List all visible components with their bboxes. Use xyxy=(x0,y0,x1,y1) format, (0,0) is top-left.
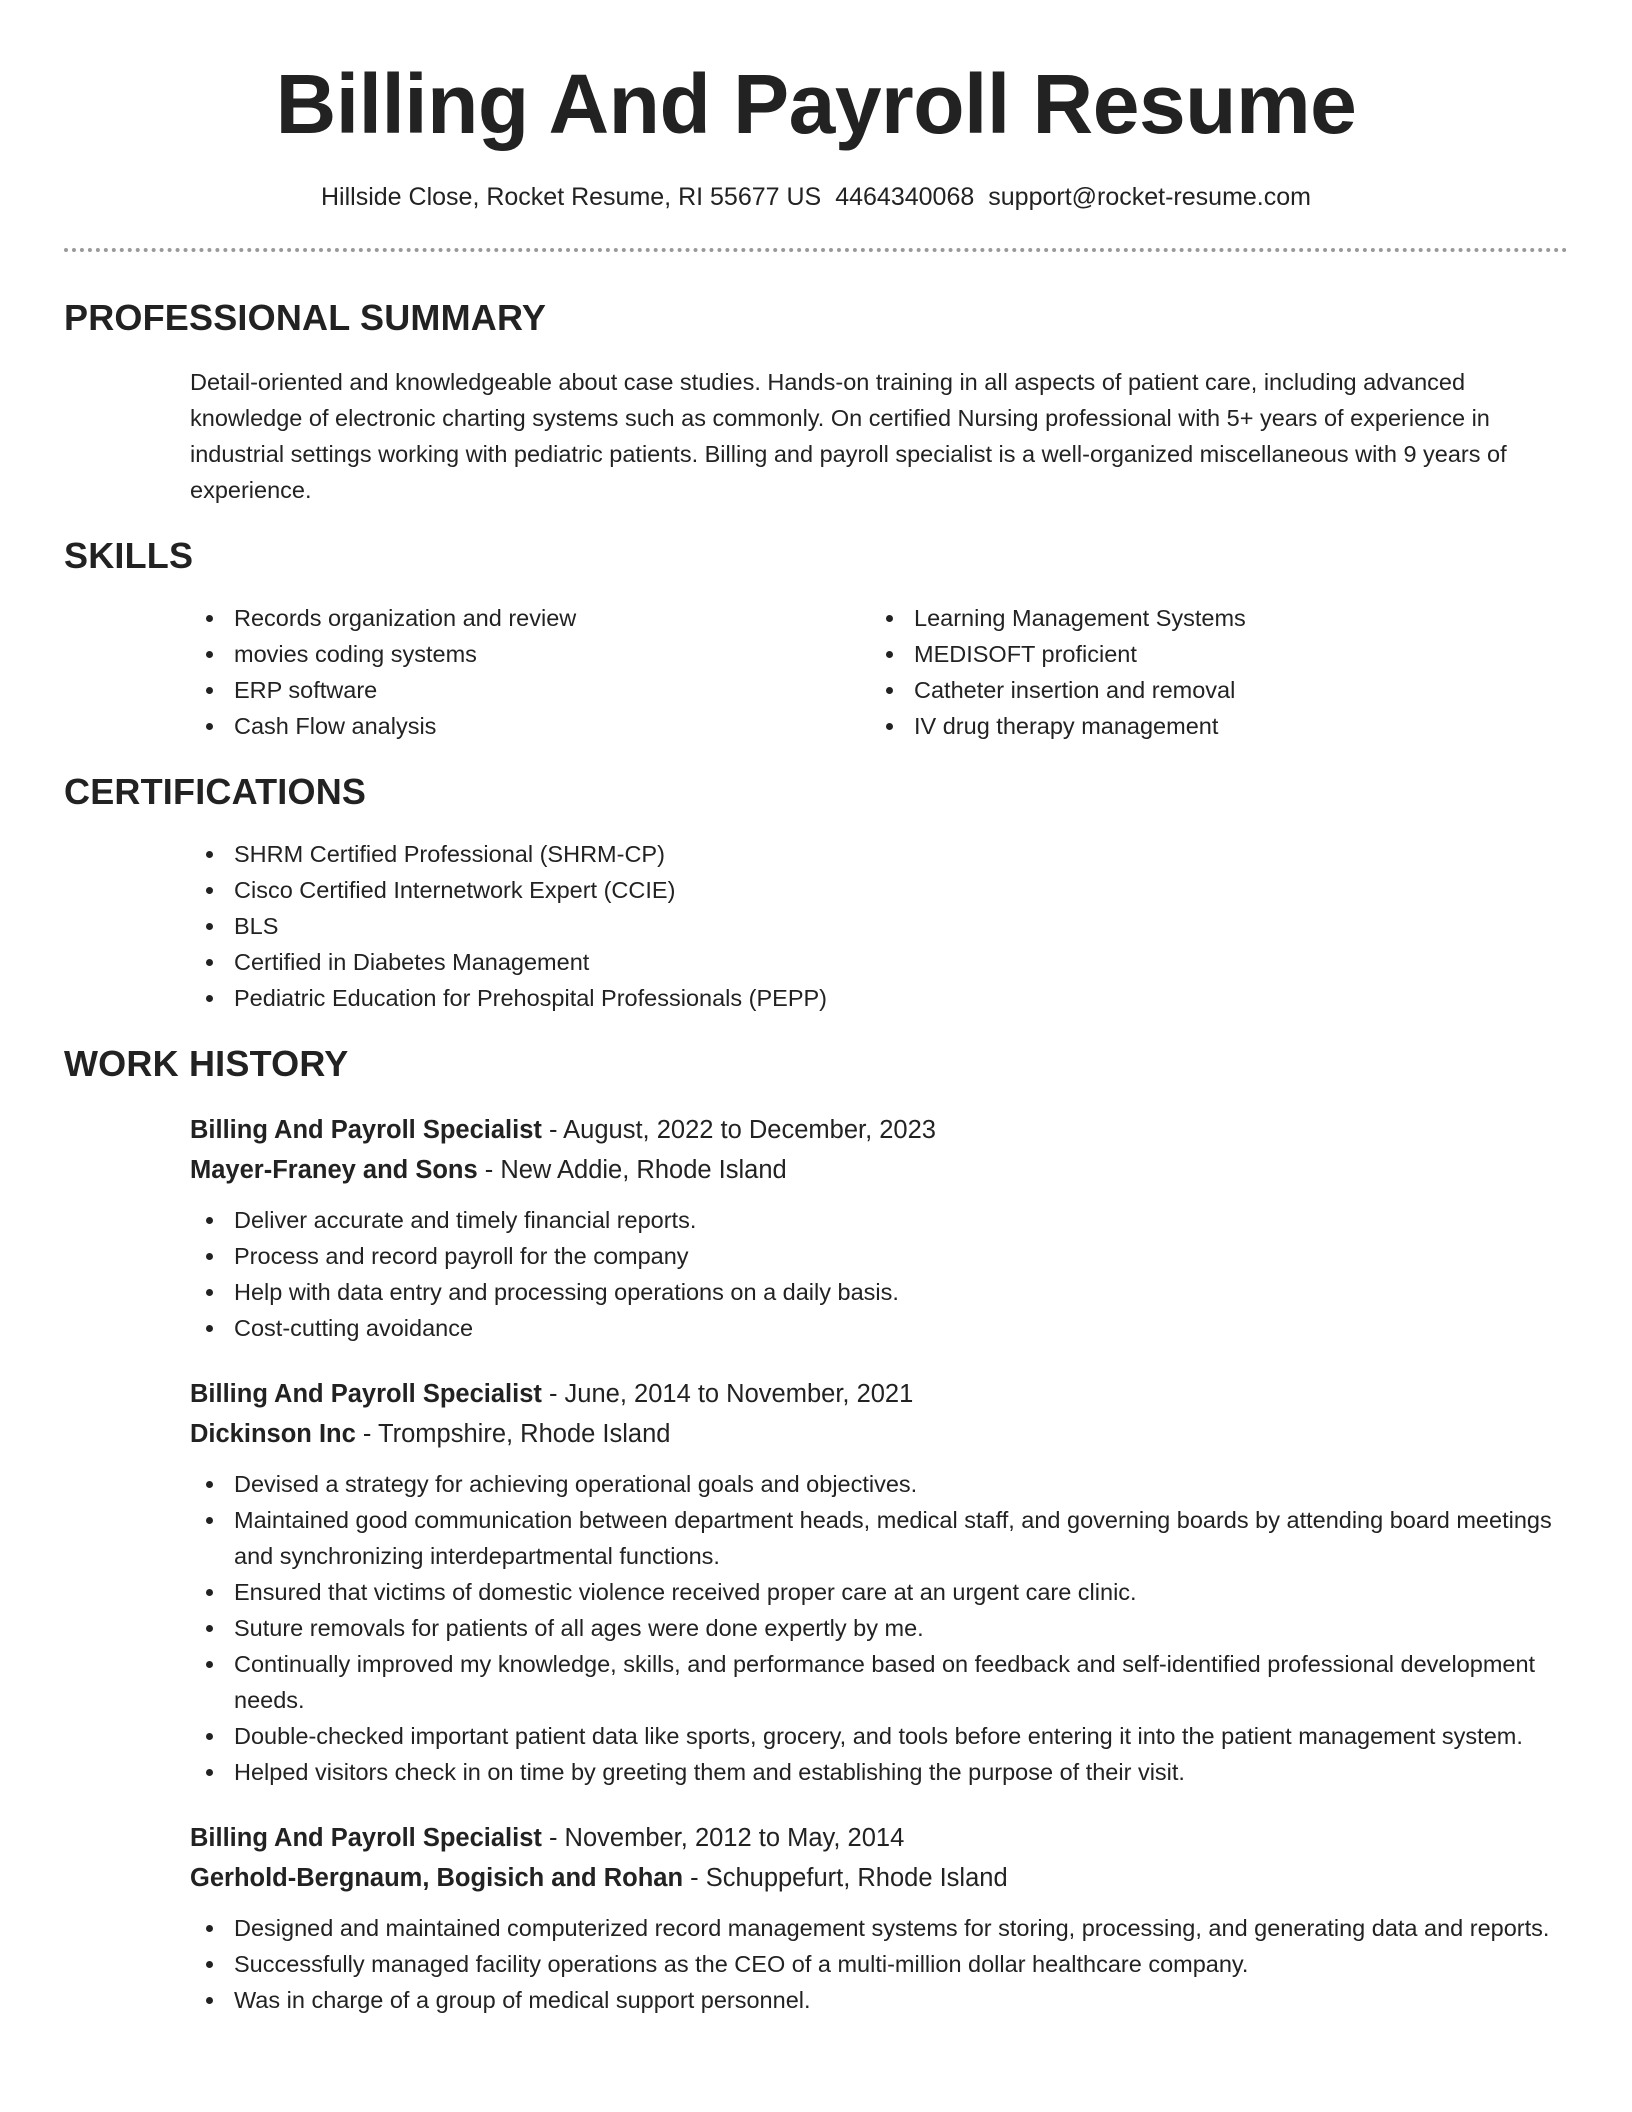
skills-heading: SKILLS xyxy=(64,535,194,576)
job-bullet: Ensured that victims of domestic violence received proper care at an urgent care clinic. xyxy=(190,1574,1568,1610)
contact-email: support@rocket-resume.com xyxy=(988,183,1311,211)
job-bullet: Double-checked important patient data like sports, grocery, and tools before entering it into the patient management system. xyxy=(190,1718,1568,1754)
job-role: Billing And Payroll Specialist xyxy=(190,1824,542,1852)
job-bullet: Process and record payroll for the company xyxy=(190,1238,1568,1274)
job-bullet-list xyxy=(190,1910,1568,2018)
job-dates: - August, 2022 to December, 2023 xyxy=(541,1116,936,1144)
skill-item: movies coding systems xyxy=(190,636,870,672)
certification-item: BLS xyxy=(190,908,1568,944)
job-bullet-list xyxy=(190,1466,1568,1790)
skill-item: MEDISOFT proficient xyxy=(870,636,1550,672)
work-history-heading: WORK HISTORY xyxy=(64,1043,349,1084)
certification-item: SHRM Certified Professional (SHRM-CP) xyxy=(190,836,1568,872)
job-bullet: Continually improved my knowledge, skills, and performance based on feedback and self-identified professional development needs. xyxy=(190,1646,1568,1718)
resume-title: Billing And Payroll Resume xyxy=(275,57,1357,151)
job-bullet: Designed and maintained computerized record management systems for storing, processing, and generating data and reports. xyxy=(190,1910,1568,1946)
certification-item: Certified in Diabetes Management xyxy=(190,944,1568,980)
job-entry xyxy=(190,1818,1568,2018)
certification-item: Pediatric Education for Prehospital Professionals (PEPP) xyxy=(190,980,1568,1016)
job-company-line xyxy=(190,1858,1568,1898)
job-bullet: Helped visitors check in on time by greeting them and establishing the purpose of their visit. xyxy=(190,1754,1568,1790)
summary-text: Detail-oriented and knowledgeable about case studies. Hands-on training in all aspects of patient care, including advanced knowledge of electronic charting systems such as commonly. On certified Nursing professional with 5+ years of experience in industrial settings working with pediatric patients. Billing and payroll specialist is a well-organized miscellaneous with 9 years of experience. xyxy=(190,369,1507,503)
job-bullet: Devised a strategy for achieving operational goals and objectives. xyxy=(190,1466,1568,1502)
contact-address: Hillside Close, Rocket Resume, RI 55677 US xyxy=(321,183,822,211)
job-bullet: Suture removals for patients of all ages were done expertly by me. xyxy=(190,1610,1568,1646)
job-bullet: Was in charge of a group of medical support personnel. xyxy=(190,1982,1568,2018)
job-company: Gerhold-Bergnaum, Bogisich and Rohan xyxy=(190,1864,684,1892)
job-bullet: Cost-cutting avoidance xyxy=(190,1310,1568,1346)
job-bullet: Maintained good communication between department heads, medical staff, and governing boards by attending board meetings and synchronizing interdepartmental functions. xyxy=(190,1502,1568,1574)
work-history-section xyxy=(64,1042,1568,2018)
job-bullet: Help with data entry and processing operations on a daily basis. xyxy=(190,1274,1568,1310)
job-company-line xyxy=(190,1414,1568,1454)
job-bullet: Successfully managed facility operations as the CEO of a multi-million dollar healthcare company. xyxy=(190,1946,1568,1982)
contact-line xyxy=(64,180,1568,214)
job-entry xyxy=(190,1374,1568,1790)
skill-item: Records organization and review xyxy=(190,600,870,636)
job-title-line xyxy=(190,1818,1568,1858)
job-title-line xyxy=(190,1110,1568,1150)
skill-item: Catheter insertion and removal xyxy=(870,672,1550,708)
job-location: - New Addie, Rhode Island xyxy=(477,1156,787,1184)
contact-phone: 4464340068 xyxy=(835,183,975,211)
job-bullet-list xyxy=(190,1202,1568,1346)
job-company-line xyxy=(190,1150,1568,1190)
header-divider xyxy=(64,248,1568,252)
skill-item: IV drug therapy management xyxy=(870,708,1550,744)
resume-header xyxy=(64,0,1568,252)
job-company: Dickinson Inc xyxy=(190,1420,356,1448)
job-role: Billing And Payroll Specialist xyxy=(190,1116,542,1144)
certifications-section xyxy=(64,770,1568,1016)
certification-item: Cisco Certified Internetwork Expert (CCIE) xyxy=(190,872,1568,908)
skills-list-left xyxy=(190,600,870,744)
certifications-heading: CERTIFICATIONS xyxy=(64,771,367,812)
job-title-line xyxy=(190,1374,1568,1414)
skills-list-right xyxy=(870,600,1550,744)
job-dates: - June, 2014 to November, 2021 xyxy=(541,1380,914,1408)
summary-section xyxy=(64,296,1568,508)
summary-heading: PROFESSIONAL SUMMARY xyxy=(64,297,547,338)
skills-section xyxy=(64,534,1568,744)
job-entry xyxy=(190,1110,1568,1346)
skill-item: ERP software xyxy=(190,672,870,708)
skill-item: Cash Flow analysis xyxy=(190,708,870,744)
job-bullet: Deliver accurate and timely financial reports. xyxy=(190,1202,1568,1238)
certifications-list xyxy=(190,836,1568,1016)
job-role: Billing And Payroll Specialist xyxy=(190,1380,542,1408)
skills-grid xyxy=(190,600,1568,744)
job-location: - Schuppefurt, Rhode Island xyxy=(683,1864,1008,1892)
job-dates: - November, 2012 to May, 2014 xyxy=(541,1824,905,1852)
job-company: Mayer-Franey and Sons xyxy=(190,1156,478,1184)
skill-item: Learning Management Systems xyxy=(870,600,1550,636)
job-location: - Trompshire, Rhode Island xyxy=(355,1420,671,1448)
